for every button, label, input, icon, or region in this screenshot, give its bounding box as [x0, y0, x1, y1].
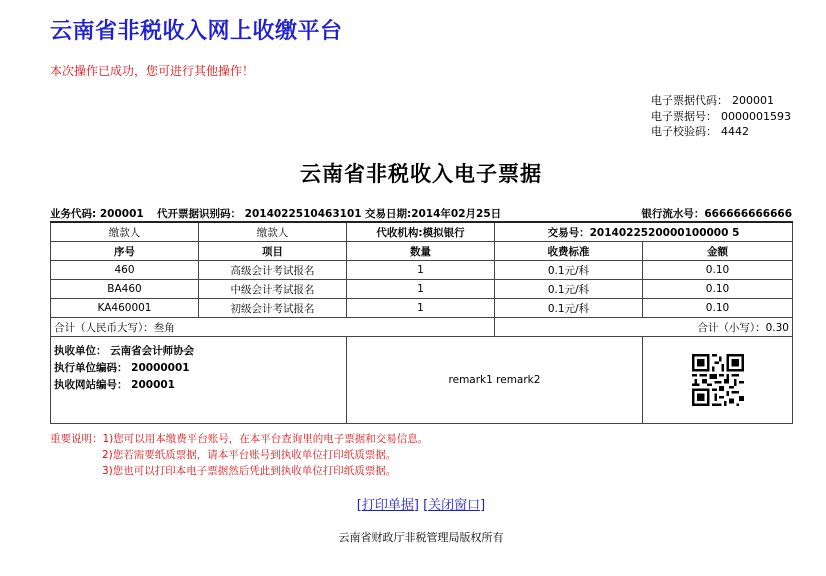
- signature-row: [51, 337, 793, 424]
- table-row: [51, 261, 793, 280]
- row-rate: 0.1元/科: [495, 280, 643, 299]
- row-id: BA460: [51, 280, 199, 299]
- notes: [50, 431, 428, 479]
- col-header-amount: 金额: [643, 242, 793, 261]
- table-header-row: [51, 242, 793, 261]
- agency: 代收机构:模拟银行: [347, 222, 495, 242]
- col-header-qty: 数量: [347, 242, 495, 261]
- meta-number-label: 电子票据号：: [651, 109, 717, 123]
- meta-number-row: [651, 109, 791, 125]
- table-row: [51, 299, 793, 318]
- row-item: 初级会计考试报名: [199, 299, 347, 318]
- close-window-link[interactable]: [关闭窗口]: [423, 498, 486, 513]
- row-item: 高级会计考试报名: [199, 261, 347, 280]
- row-id: 460: [51, 261, 199, 280]
- meta-check-row: [651, 124, 791, 140]
- row-id: KA460001: [51, 299, 199, 318]
- unit-info: [51, 337, 347, 424]
- qr-code-icon: [692, 354, 744, 406]
- row-qty: 1: [347, 280, 495, 299]
- row-qty: 1: [347, 261, 495, 280]
- receipt-meta: [651, 93, 791, 140]
- row-rate: 0.1元/科: [495, 299, 643, 318]
- row-rate: 0.1元/科: [495, 261, 643, 280]
- col-header-item: 项目: [199, 242, 347, 261]
- footer-copyright: 云南省财政厅非税管理局版权所有: [338, 531, 504, 544]
- trade-number: 交易号：2014022520000100000 5: [495, 222, 793, 242]
- note-2: 2)您若需要纸质票据，请本平台账号到执收单位打印纸质票据。: [102, 449, 397, 461]
- meta-number-value: 0000001593: [721, 109, 791, 123]
- meta-check-label: 电子校验码：: [651, 125, 717, 138]
- row-amount: 0.10: [643, 261, 793, 280]
- payer-label: 缴款人: [51, 222, 199, 242]
- payer-value: 缴款人: [199, 222, 347, 242]
- bank-serial: 银行流水号：666666666666: [641, 208, 792, 220]
- receipt-title: 云南省非税收入电子票据: [300, 162, 542, 186]
- table-row: [51, 280, 793, 299]
- meta-code-label: 电子票据代码：: [651, 94, 728, 107]
- business-code: 业务代码: 200001: [50, 208, 144, 220]
- total-lower: 合计（小写）：0.30: [495, 318, 793, 337]
- unit-name: 执收单位： 云南省会计师协会: [54, 345, 195, 357]
- success-message: 本次操作已成功，您可进行其他操作！: [50, 64, 255, 78]
- meta-code-value: 200001: [732, 94, 774, 107]
- action-links: [0, 494, 826, 513]
- print-link[interactable]: [打印单据]: [356, 498, 419, 513]
- qr-cell: [643, 337, 793, 424]
- site-code: 执收网站编号： 200001: [54, 379, 175, 391]
- col-header-id: 序号: [51, 242, 199, 261]
- receipt-table: [50, 221, 793, 424]
- meta-check-value: 4442: [721, 125, 749, 138]
- row-qty: 1: [347, 299, 495, 318]
- note-1: 重要说明：1)您可以用本缴费平台账号，在本平台查询里的电子票据和交易信息。: [50, 433, 429, 445]
- payer-row: [51, 222, 793, 242]
- row-amount: 0.10: [643, 280, 793, 299]
- meta-code-row: [651, 93, 791, 109]
- note-3: 3)您也可以打印本电子票据然后凭此到执收单位打印纸质票据。: [102, 465, 397, 477]
- trade-date: 交易日期:2014年02月25日: [365, 208, 502, 220]
- total-upper: 合计（人民币大写）：叁角: [51, 318, 495, 337]
- remark: remark1 remark2: [347, 337, 643, 424]
- col-header-rate: 收费标准: [495, 242, 643, 261]
- page-title: 云南省非税收入网上收缴平台: [50, 19, 343, 44]
- agent-id: 代开票据识别码： 2014022510463101: [157, 208, 362, 220]
- unit-code: 执行单位编码： 20000001: [54, 362, 190, 374]
- total-row: [51, 318, 793, 337]
- row-amount: 0.10: [643, 299, 793, 318]
- row-item: 中级会计考试报名: [199, 280, 347, 299]
